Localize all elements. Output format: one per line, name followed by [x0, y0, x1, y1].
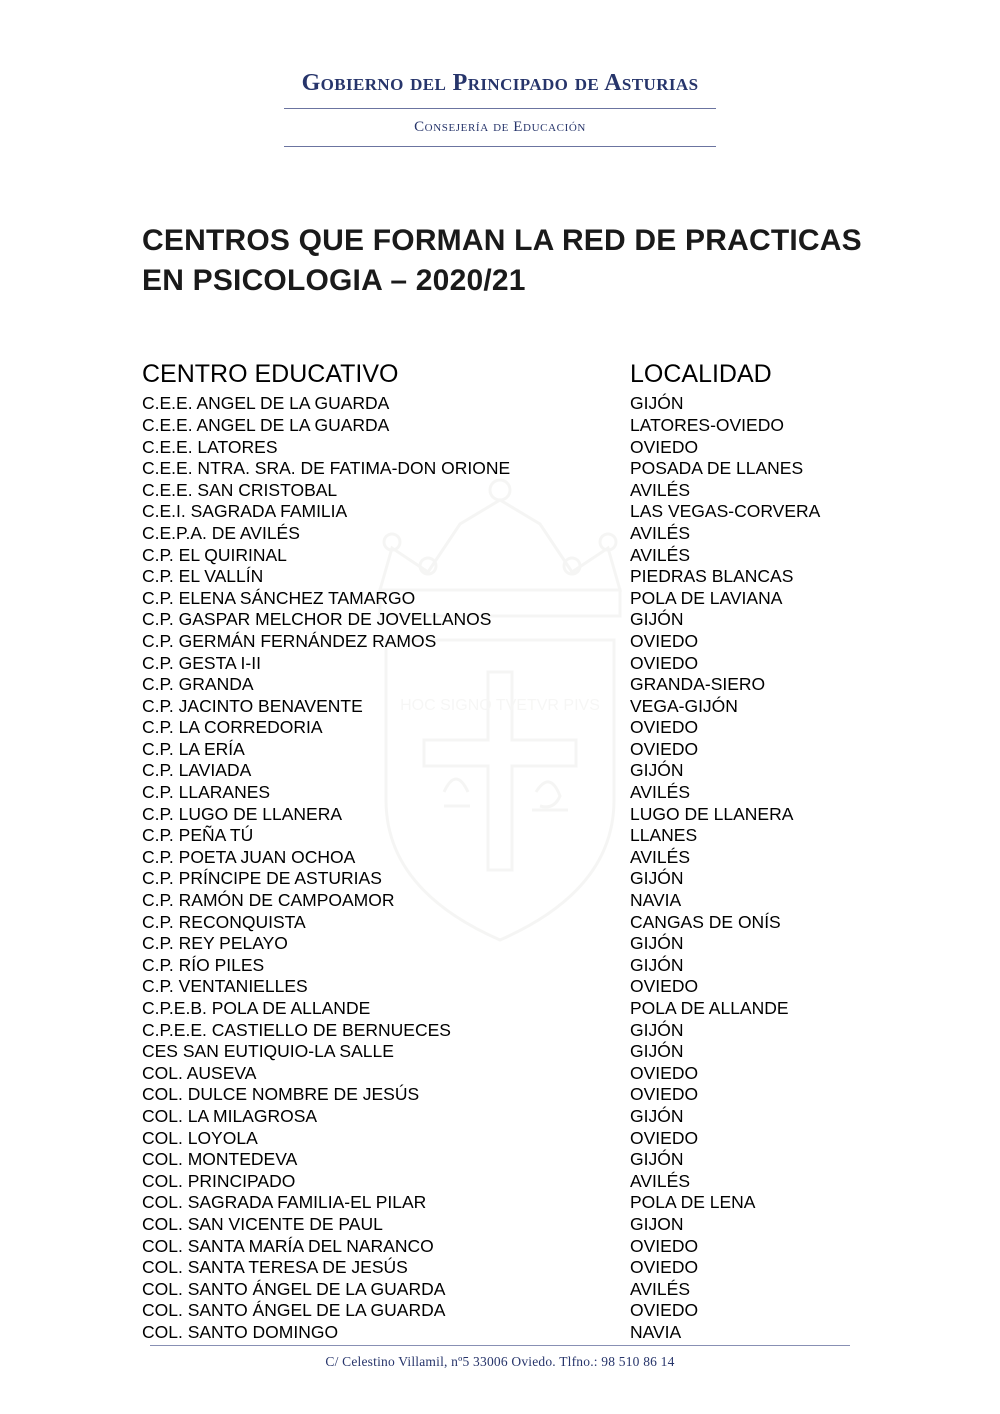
cell-localidad: OVIEDO: [630, 1127, 699, 1148]
cell-localidad: AVILÉS: [630, 846, 690, 867]
table-row: [142, 415, 882, 437]
cell-localidad: GIJON: [630, 1213, 684, 1234]
cell-centro-educativo: C.P. LA ERÍA: [142, 738, 245, 759]
cell-centro-educativo: C.P. LA CORREDORIA: [142, 717, 323, 738]
cell-localidad: AVILÉS: [630, 1278, 690, 1299]
column-header-localidad: LOCALIDAD: [630, 360, 772, 389]
cell-localidad: OVIEDO: [630, 717, 699, 738]
table-row: [142, 868, 882, 890]
cell-centro-educativo: C.P. RÍO PILES: [142, 954, 265, 975]
table-row: [142, 955, 882, 977]
cell-localidad: OVIEDO: [630, 652, 699, 673]
cell-localidad: GIJÓN: [630, 1149, 684, 1170]
cell-localidad: OVIEDO: [630, 630, 699, 651]
cell-localidad: OVIEDO: [630, 1235, 699, 1256]
table-row: [142, 545, 882, 567]
table-row: [142, 890, 882, 912]
table-row: [142, 566, 882, 588]
cell-centro-educativo: C.P. EL VALLÍN: [142, 566, 264, 587]
table-row: [142, 1041, 882, 1063]
cell-localidad: GIJÓN: [630, 954, 684, 975]
table-row: [142, 1171, 882, 1193]
table-row: [142, 588, 882, 610]
government-title: Gobierno del Principado de Asturias: [301, 70, 699, 96]
cell-centro-educativo: COL. MONTEDEVA: [142, 1149, 298, 1170]
cell-localidad: OVIEDO: [630, 1300, 699, 1321]
table-row: [142, 1214, 882, 1236]
cell-centro-educativo: C.P. EL QUIRINAL: [142, 544, 287, 565]
document-footer: [0, 1345, 1000, 1370]
cell-centro-educativo: C.P. GESTA I-II: [142, 652, 261, 673]
table-row: [142, 1300, 882, 1322]
cell-centro-educativo: C.P. GASPAR MELCHOR DE JOVELLANOS: [142, 609, 492, 630]
table-row: [142, 393, 882, 415]
table-row: [142, 1149, 882, 1171]
document-header: [0, 0, 1000, 147]
cell-localidad: POSADA DE LLANES: [630, 458, 804, 479]
table-body: [142, 393, 882, 1343]
table-row: [142, 609, 882, 631]
cell-localidad: OVIEDO: [630, 436, 699, 457]
table-row: [142, 653, 882, 675]
cell-centro-educativo: C.P. REY PELAYO: [142, 933, 288, 954]
table-row: [142, 1106, 882, 1128]
footer-divider: [150, 1345, 850, 1346]
table-row: [142, 847, 882, 869]
table-row: [142, 480, 882, 502]
cell-localidad: OVIEDO: [630, 976, 699, 997]
table-row: [142, 437, 882, 459]
cell-localidad: OVIEDO: [630, 1257, 699, 1278]
cell-centro-educativo: C.E.I. SAGRADA FAMILIA: [142, 501, 348, 522]
cell-localidad: VEGA-GIJÓN: [630, 695, 738, 716]
page-title-line-2: EN PSICOLOGIA – 2020/21: [142, 264, 526, 298]
table-row: [142, 1279, 882, 1301]
cell-centro-educativo: COL. DULCE NOMBRE DE JESÚS: [142, 1084, 420, 1105]
table-row: [142, 1063, 882, 1085]
cell-localidad: LATORES-OVIEDO: [630, 414, 784, 435]
cell-centro-educativo: C.P. GRANDA: [142, 674, 254, 695]
cell-centro-educativo: C.P. ELENA SÁNCHEZ TAMARGO: [142, 587, 416, 608]
page-title-line-1: CENTROS QUE FORMAN LA RED DE PRACTICAS: [142, 224, 862, 258]
table-row: [142, 1084, 882, 1106]
table-row: [142, 1236, 882, 1258]
cell-centro-educativo: C.E.E. ANGEL DE LA GUARDA: [142, 414, 390, 435]
table-row: [142, 631, 882, 653]
cell-centro-educativo: COL. SANTO DOMINGO: [142, 1321, 339, 1342]
cell-centro-educativo: C.P. POETA JUAN OCHOA: [142, 846, 356, 867]
svg-text:HOC SIGNO TVETVR PIVS: HOC SIGNO TVETVR PIVS: [400, 697, 600, 714]
table-row: [142, 804, 882, 826]
cell-centro-educativo: COL. SAN VICENTE DE PAUL: [142, 1213, 383, 1234]
cell-localidad: AVILÉS: [630, 479, 690, 500]
cell-localidad: POLA DE LENA: [630, 1192, 756, 1213]
cell-centro-educativo: C.E.E. NTRA. SRA. DE FATIMA-DON ORIONE: [142, 458, 511, 479]
cell-centro-educativo: COL. SAGRADA FAMILIA-EL PILAR: [142, 1192, 427, 1213]
cell-centro-educativo: COL. SANTA TERESA DE JESÚS: [142, 1257, 408, 1278]
cell-centro-educativo: COL. AUSEVA: [142, 1062, 257, 1083]
cell-localidad: GIJÓN: [630, 393, 684, 414]
cell-centro-educativo: C.P. RAMÓN DE CAMPOAMOR: [142, 890, 395, 911]
cell-localidad: GIJÓN: [630, 1041, 684, 1062]
table-row: [142, 523, 882, 545]
cell-localidad: AVILÉS: [630, 522, 690, 543]
cell-centro-educativo: COL. PRINCIPADO: [142, 1170, 296, 1191]
cell-localidad: POLA DE LAVIANA: [630, 587, 783, 608]
cell-localidad: LUGO DE LLANERA: [630, 803, 794, 824]
table-row: [142, 976, 882, 998]
cell-localidad: AVILÉS: [630, 782, 690, 803]
cell-centro-educativo: C.P.E.B. POLA DE ALLANDE: [142, 998, 371, 1019]
table-row: [142, 717, 882, 739]
cell-localidad: CANGAS DE ONÍS: [630, 911, 781, 932]
table-row: [142, 782, 882, 804]
cell-centro-educativo: C.E.E. SAN CRISTOBAL: [142, 479, 338, 500]
cell-centro-educativo: C.P. GERMÁN FERNÁNDEZ RAMOS: [142, 630, 437, 651]
cell-centro-educativo: C.P. LAVIADA: [142, 760, 252, 781]
cell-localidad: GIJÓN: [630, 609, 684, 630]
footer-address: C/ Celestino Villamil, nº5 33006 Oviedo. Tlfno.: 98 510 86 14: [325, 1354, 675, 1369]
header-divider-bottom: [284, 146, 716, 147]
cell-centro-educativo: C.P. RECONQUISTA: [142, 911, 306, 932]
table-row: [142, 1192, 882, 1214]
table-row: [142, 739, 882, 761]
cell-centro-educativo: COL. LOYOLA: [142, 1127, 258, 1148]
cell-localidad: AVILÉS: [630, 544, 690, 565]
table-row: [142, 1257, 882, 1279]
cell-localidad: PIEDRAS BLANCAS: [630, 566, 794, 587]
cell-localidad: AVILÉS: [630, 1170, 690, 1191]
department-title: Consejería de Educación: [414, 119, 586, 136]
cell-localidad: GIJÓN: [630, 760, 684, 781]
table-row: [142, 1322, 882, 1344]
cell-localidad: GIJÓN: [630, 933, 684, 954]
centers-table: [142, 357, 882, 1343]
cell-centro-educativo: C.P. LUGO DE LLANERA: [142, 803, 343, 824]
cell-localidad: POLA DE ALLANDE: [630, 998, 789, 1019]
cell-centro-educativo: C.P. VENTANIELLES: [142, 976, 308, 997]
cell-centro-educativo: C.P. LLARANES: [142, 782, 271, 803]
cell-centro-educativo: COL. LA MILAGROSA: [142, 1105, 318, 1126]
cell-centro-educativo: COL. SANTO ÁNGEL DE LA GUARDA: [142, 1278, 446, 1299]
cell-localidad: OVIEDO: [630, 738, 699, 759]
table-row: [142, 998, 882, 1020]
cell-localidad: OVIEDO: [630, 1062, 699, 1083]
cell-centro-educativo: C.E.P.A. DE AVILÉS: [142, 522, 300, 543]
table-row: [142, 933, 882, 955]
table-header-row: [142, 357, 882, 391]
cell-localidad: OVIEDO: [630, 1084, 699, 1105]
cell-centro-educativo: COL. SANTA MARÍA DEL NARANCO: [142, 1235, 434, 1256]
table-row: [142, 458, 882, 480]
cell-centro-educativo: C.E.E. LATORES: [142, 436, 278, 457]
page-title: [142, 221, 862, 301]
cell-centro-educativo: C.P. PEÑA TÚ: [142, 825, 254, 846]
table-row: [142, 674, 882, 696]
column-header-centro: CENTRO EDUCATIVO: [142, 360, 399, 389]
cell-localidad: NAVIA: [630, 1321, 682, 1342]
cell-centro-educativo: CES SAN EUTIQUIO-LA SALLE: [142, 1041, 394, 1062]
cell-localidad: GIJÓN: [630, 1019, 684, 1040]
cell-localidad: GRANDA-SIERO: [630, 674, 766, 695]
table-row: [142, 1128, 882, 1150]
table-row: [142, 825, 882, 847]
table-row: [142, 696, 882, 718]
cell-centro-educativo: C.P. JACINTO BENAVENTE: [142, 695, 363, 716]
cell-localidad: LAS VEGAS-CORVERA: [630, 501, 821, 522]
table-row: [142, 760, 882, 782]
cell-localidad: LLANES: [630, 825, 698, 846]
cell-localidad: GIJÓN: [630, 1105, 684, 1126]
cell-centro-educativo: COL. SANTO ÁNGEL DE LA GUARDA: [142, 1300, 446, 1321]
table-row: [142, 501, 882, 523]
table-row: [142, 1020, 882, 1042]
cell-centro-educativo: C.E.E. ANGEL DE LA GUARDA: [142, 393, 390, 414]
cell-centro-educativo: C.P.E.E. CASTIELLO DE BERNUECES: [142, 1019, 451, 1040]
cell-localidad: GIJÓN: [630, 868, 684, 889]
cell-centro-educativo: C.P. PRÍNCIPE DE ASTURIAS: [142, 868, 382, 889]
header-divider-top: [284, 108, 716, 109]
cell-localidad: NAVIA: [630, 890, 682, 911]
table-row: [142, 912, 882, 934]
